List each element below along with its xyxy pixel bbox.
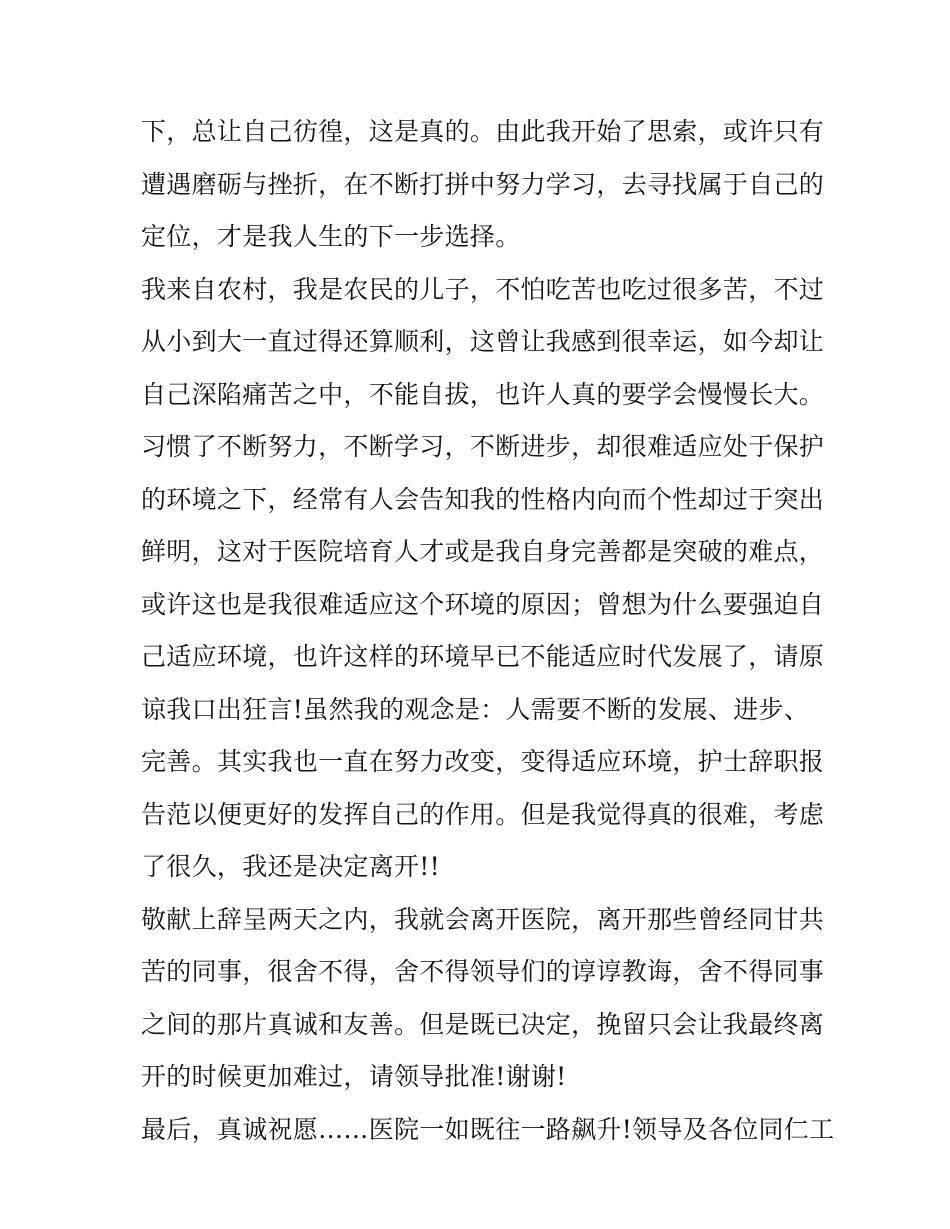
text-line: 苦的同事，很舍不得，舍不得领导们的谆谆教诲，舍不得同事 [141,957,825,986]
text-line: 遭遇磨砺与挫折，在不断打拼中努力学习，去寻找属于自己的 [141,169,825,199]
text-line: 了很久，我还是决定离开!! [141,852,440,881]
text-line: 敬献上辞呈两天之内，我就会离开医院，离开那些曾经同甘共 [141,904,825,934]
text-line: 开的时候更加难过，请领导批准!谢谢! [141,1062,567,1091]
text-line: 之间的那片真诚和友善。但是既已决定，挽留只会让我最终离 [141,1009,825,1039]
text-line: 谅我口出狂言!虽然我的观念是：人需要不断的发展、进步、 [141,694,810,724]
text-line: 习惯了不断努力，不断学习，不断进步，却很难适应处于保护 [141,432,825,461]
text-line: 鲜明，这对于医院培育人才或是我自身完善都是突破的难点， [141,537,825,566]
text-line: 自己深陷痛苦之中，不能自拔，也许人真的要学会慢慢长大。 [141,379,825,409]
text-line: 或许这也是我很难适应这个环境的原因；曾想为什么要强迫自 [141,589,825,619]
text-line: 的环境之下，经常有人会告知我的性格内向而个性却过于突出 [141,484,825,514]
text-line: 我来自农村，我是农民的儿子，不怕吃苦也吃过很多苦，不过 [141,274,825,304]
text-line: 下，总让自己彷徨，这是真的。由此我开始了思索，或许只有 [141,117,825,146]
text-line: 完善。其实我也一直在努力改变，变得适应环境，护士辞职报 [141,747,825,776]
body-text [141,106,835,1156]
text-line: 从小到大一直过得还算顺利，这曾让我感到很幸运，如今却让 [141,327,825,356]
text-line: 定位，才是我人生的下一步选择。 [141,222,521,251]
text-line: 最后，真诚祝愿……医院一如既往一路飙升!领导及各位同仁工 [141,1114,835,1144]
text-line: 己适应环境，也许这样的环境早已不能适应时代发展了，请原 [141,642,825,671]
text-line: 告范以便更好的发挥自己的作用。但是我觉得真的很难，考虑 [141,799,825,829]
